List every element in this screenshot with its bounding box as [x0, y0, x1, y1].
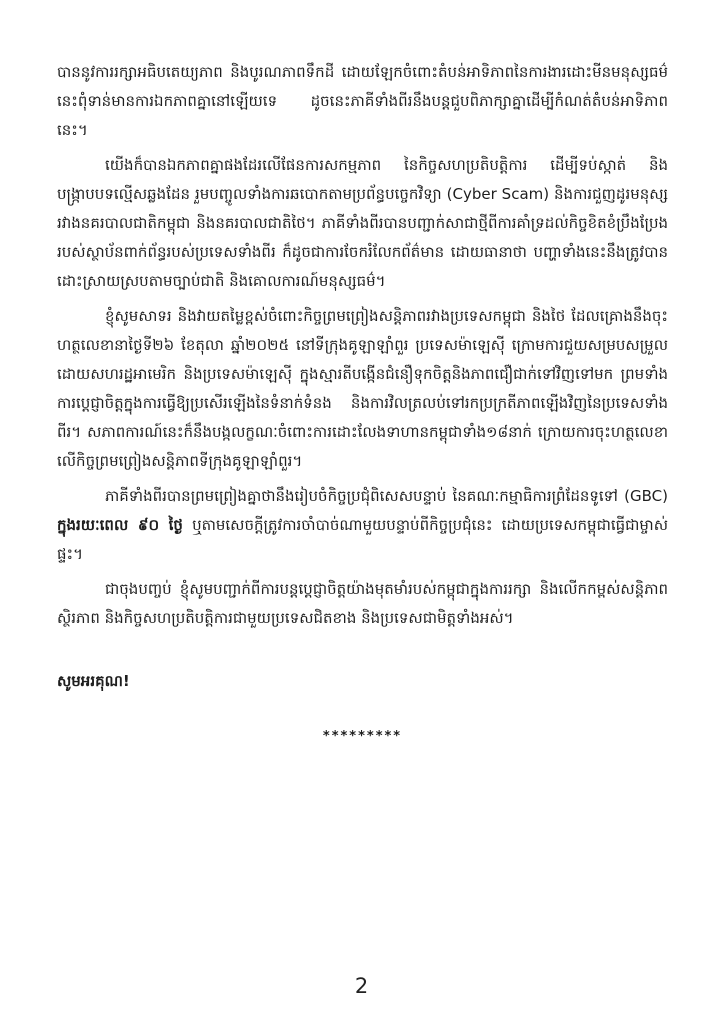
paragraph-cooperation-plan [57, 151, 668, 296]
paragraph-gbc-meeting [57, 482, 668, 569]
paragraph-gbc-meeting-text-bold-90-days: ក្នុងរយៈពេល ៩០ ថ្ងៃ [57, 516, 183, 534]
paragraph-gbc-meeting-text-lead: ភាគីទាំងពីរបានព្រមព្រៀងគ្នាថានឹងរៀបចំកិច្ចប្រជុំពិសេសបន្ទាប់ នៃគណៈកម្មាធិការព្រំដែនទូទៅ (GBC) [105, 487, 668, 505]
paragraph-conclusion-text: ជាចុងបញ្ចប់ ខ្ញុំសូមបញ្ជាក់ពីការបន្តប្តេជ្ញាចិត្តយ៉ាងមុតមាំរបស់កម្ពុជាក្នុងការរក្សា និងលើកកម្ពស់សន្តិភាព ស្ថិរភាព និងកិច្ចសហប្រតិបត្តិការជាមួយប្រទេសជិតខាង និងប្រទេសជាមិត្តទាំងអស់។ [57, 580, 668, 627]
paragraph-gbc-meeting-text-tail: ឬតាមសេចក្តីត្រូវការចាំបាច់ណាមួយបន្ទាប់ពីកិច្ចប្រជុំនេះ ដោយប្រទេសកម្ពុជាធ្វើជាម្ចាស់ផ្ទះ។ [57, 516, 668, 563]
page-number: 2 [354, 974, 369, 998]
document-body [57, 58, 668, 751]
paragraph-peace-agreement [57, 302, 668, 476]
asterisk-separator: ********* [322, 729, 403, 744]
paragraph-continuation-text: បាននូវការរក្សាអធិបតេយ្យភាព និងបូរណភាពទឹកដី ដោយឡែកចំពោះតំបន់អាទិភាពនៃការងារដោះមីនមនុស្សធម៌ នេះពុំទាន់មានការឯកភាពគ្នានៅឡើយទេ ដូចនេះភាគីទាំងពីរនឹងបន្តជួបពិភាក្សាគ្នាដើម្បីកំណត់តំបន់អាទិភាពនេះ។ [57, 63, 668, 139]
paragraph-cooperation-plan-text: យើងក៏បានឯកភាពគ្នាផងដែរលើផែនការសកម្មភាព នៃកិច្ចសហប្រតិបត្តិការ ដើម្បីទប់ស្កាត់ និងបង្ក្រាបបទល្មើសឆ្លងដែន រួមបញ្ចូលទាំងការឆបោកតាមប្រព័ន្ធបច្ចេកវិទ្យា (Cyber Scam) និងការជួញដូរមនុស្ស រវាងនគរបាលជាតិកម្ពុជា និងនគរបាលជាតិថៃ។ ភាគីទាំងពីរបានបញ្ជាក់សាជាថ្មីពីការគាំទ្រដល់កិច្ចខិតខំប្រឹងប្រែងរបស់ស្ថាប័នពាក់ព័ន្ធរបស់ប្រទេសទាំងពីរ ក៏ដូចជាការចែករំលែកព័ត៌មាន ដោយធានាថា បញ្ហាទាំងនេះនឹងត្រូវបានដោះស្រាយស្របតាមច្បាប់ជាតិ និងគោលការណ៍មនុស្សធម៌។ [57, 156, 668, 290]
paragraph-peace-agreement-text: ខ្ញុំសូមសាទរ និងវាយតម្លៃខ្ពស់ចំពោះកិច្ចព្រមព្រៀងសន្តិភាពរវាងប្រទេសកម្ពុជា និងថៃ ដែលគ្រោងនឹងចុះហត្ថលេខានាថ្ងៃទី២៦ ខែតុលា ឆ្នាំ២០២៥ នៅទីក្រុងគូឡាឡាំពួរ ប្រទេសម៉ាឡេស៊ី ក្រោមការជួយសម្របសម្រួលដោយសហរដ្ឋអាមេរិក និងប្រទេសម៉ាឡេស៊ី ក្នុងស្មារតីបង្កើនជំនឿទុកចិត្តនិងភាពជឿជាក់ទៅវិញទៅមក ព្រមទាំងការប្តេជ្ញាចិត្តក្នុងការធ្វើឱ្យប្រសើរឡើងនៃទំនាក់ទំនង និងការវិលត្រលប់ទៅរកប្រក្រតីភាពឡើងវិញនៃប្រទេសទាំងពីរ។ សភាពការណ៍នេះក៏នឹងបង្កលក្ខណៈចំពោះការដោះលែងទាហានកម្ពុជាទាំង១៨នាក់ ក្រោយការចុះហត្ថលេខាលើកិច្ចព្រមព្រៀងសន្តិភាពទីក្រុងគូឡាឡាំពួរ។ [57, 307, 668, 470]
paragraph-conclusion [57, 575, 668, 633]
paragraph-continuation [57, 58, 668, 145]
closing-thank-you: សូមអរគុណ! [57, 672, 130, 690]
